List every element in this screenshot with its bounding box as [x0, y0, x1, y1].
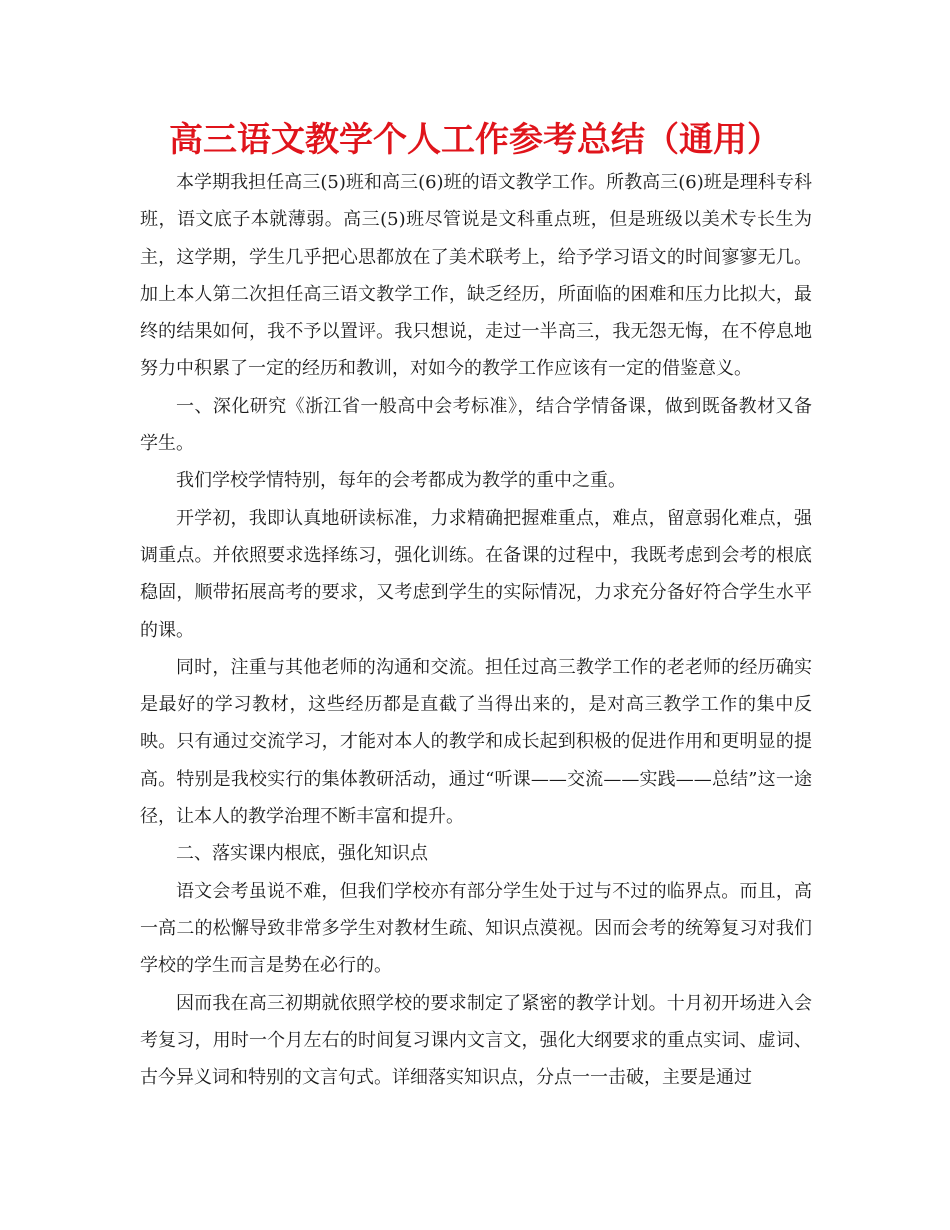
paragraph: 我们学校学情特别，每年的会考都成为教学的重中之重。 — [176, 470, 626, 492]
paragraph: 同时，注重与其他老师的沟通和交流。担任过高三教学工作的老老师的经历确实是最好的学习教材，这些经历都是直截了当得出来的，是对高三教学工作的集中反映。只有通过交流学习，才能对本人的教学和成长起到积极的促进作用和更明显的提高。特别是我校实行的集体教研活动，通过“听课——交流——实践——总结”这一途径，让本人的教学治理不断丰富和提升。 — [140, 656, 812, 828]
paragraph-section-2-heading: 二、落实课内根底，强化知识点 — [176, 843, 428, 865]
paragraph-intro: 本学期我担任高三(5)班和高三(6)班的语文教学工作。所教高三(6)班是理科专科班，语文底子本就薄弱。高三(5)班尽管说是文科重点班，但是班级以美术专长生为主，这学期，学生几乎把心思都放在了美术联考上，给予学习语文的时间寥寥无几。加上本人第二次担任高三语文教学工作，缺乏经历，所面临的困难和压力比拟大，最终的结果如何，我不予以置评。我只想说，走过一半高三，我无怨无悔，在不停息地努力中积累了一定的经历和教训，对如今的教学工作应该有一定的借鉴意义。 — [140, 172, 812, 380]
paragraph-section-1-heading: 一、深化研究《浙江省一般高中会考标准》，结合学情备课，做到既备教材又备学生。 — [140, 395, 812, 455]
paragraph: 开学初，我即认真地研读标准，力求精确把握难重点，难点，留意弱化难点，强调重点。并依照要求选择练习，强化训练。在备课的过程中，我既考虑到会考的根底稳固，顺带拓展高考的要求，又考虑到学生的实际情况，力求充分备好符合学生水平的课。 — [140, 507, 812, 641]
document-body — [140, 164, 812, 1096]
paragraph: 因而我在高三初期就依照学校的要求制定了紧密的教学计划。十月初开场进入会考复习，用时一个月左右的时间复习课内文言文，强化大纲要求的重点实词、虚词、古今异义词和特别的文言句式。详细落实知识点，分点一一击破，主要是通过 — [140, 992, 812, 1089]
paragraph: 语文会考虽说不难，但我们学校亦有部分学生处于过与不过的临界点。而且，高一高二的松懈导致非常多学生对教材生疏、知识点漠视。因而会考的统筹复习对我们学校的学生而言是势在必行的。 — [140, 880, 812, 977]
document-title: 高三语文教学个人工作参考总结（通用） — [169, 120, 781, 160]
